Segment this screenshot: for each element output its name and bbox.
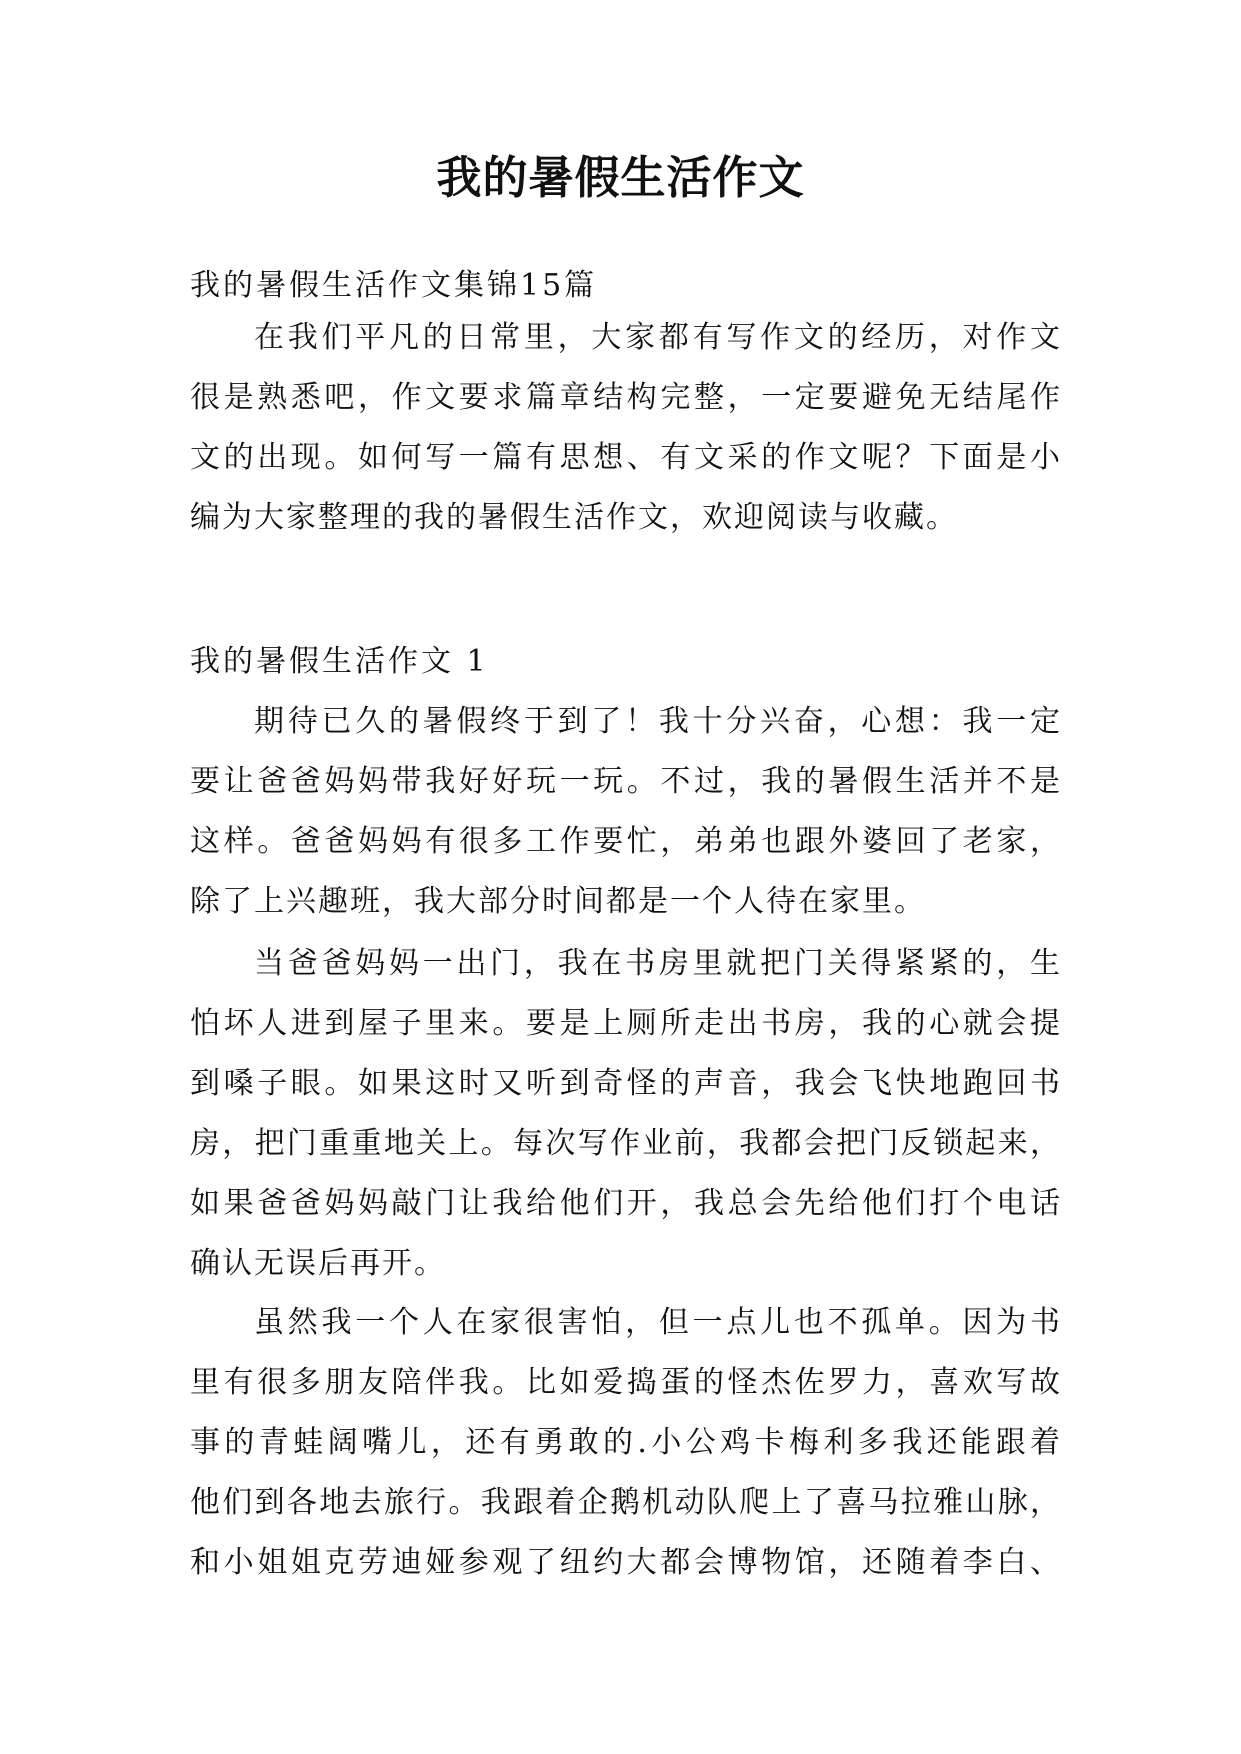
paragraph-line: 和小姐姐克劳迪娅参观了纽约大都会博物馆，还随着李白、 (190, 1545, 1060, 1580)
paragraph-line: 他们到各地去旅行。我跟着企鹅机动队爬上了喜马拉雅山脉， (190, 1485, 1060, 1520)
paragraph-1 (190, 692, 1060, 932)
paragraph-line: 确认无误后再开。 (190, 1246, 446, 1281)
paragraph-line: 除了上兴趣班，我大部分时间都是一个人待在家里。 (190, 884, 926, 919)
paragraph-line: 房，把门重重地关上。每次写作业前，我都会把门反锁起来， (190, 1126, 1060, 1161)
paragraph-line: 文的出现。如何写一篇有思想、有文采的作文呢？下面是小 (190, 440, 1060, 475)
paragraph-line: 很是熟悉吧，作文要求篇章结构完整，一定要避免无结尾作 (190, 380, 1060, 415)
paragraph-line: 在我们平凡的日常里，大家都有写作文的经历，对作文 (254, 320, 1060, 355)
paragraph-line: 到嗓子眼。如果这时又听到奇怪的声音，我会飞快地跑回书 (190, 1066, 1060, 1101)
document-subtitle-block (190, 256, 1060, 316)
paragraph-line: 事的青蛙阔嘴儿，还有勇敢的.小公鸡卡梅利多我还能跟着 (190, 1425, 1060, 1460)
paragraph-line: 怕坏人进到屋子里来。要是上厕所走出书房，我的心就会提 (190, 1006, 1060, 1041)
paragraph-line: 编为大家整理的我的暑假生活作文，欢迎阅读与收藏。 (190, 500, 958, 535)
paragraph-line: 期待已久的暑假终于到了！我十分兴奋，心想：我一定 (254, 704, 1060, 739)
paragraph-line: 要让爸爸妈妈带我好好玩一玩。不过，我的暑假生活并不是 (190, 764, 1060, 799)
paragraph-line: 虽然我一个人在家很害怕，但一点儿也不孤单。因为书 (254, 1305, 1060, 1340)
intro-paragraph (190, 308, 1060, 548)
paragraph-line: 这样。爸爸妈妈有很多工作要忙，弟弟也跟外婆回了老家， (190, 824, 1060, 859)
section-heading-block (190, 632, 1060, 692)
document-subtitle: 我的暑假生活作文集锦15篇 (190, 268, 598, 303)
paragraph-2 (190, 934, 1060, 1294)
section-heading: 我的暑假生活作文 1 (190, 644, 489, 679)
paragraph-line: 当爸爸妈妈一出门，我在书房里就把门关得紧紧的，生 (254, 946, 1060, 981)
paragraph-line: 里有很多朋友陪伴我。比如爱捣蛋的怪杰佐罗力，喜欢写故 (190, 1365, 1060, 1400)
paragraph-line: 如果爸爸妈妈敲门让我给他们开，我总会先给他们打个电话 (190, 1186, 1060, 1221)
paragraph-3 (190, 1293, 1060, 1593)
document-title: 我的暑假生活作文 (436, 151, 805, 204)
